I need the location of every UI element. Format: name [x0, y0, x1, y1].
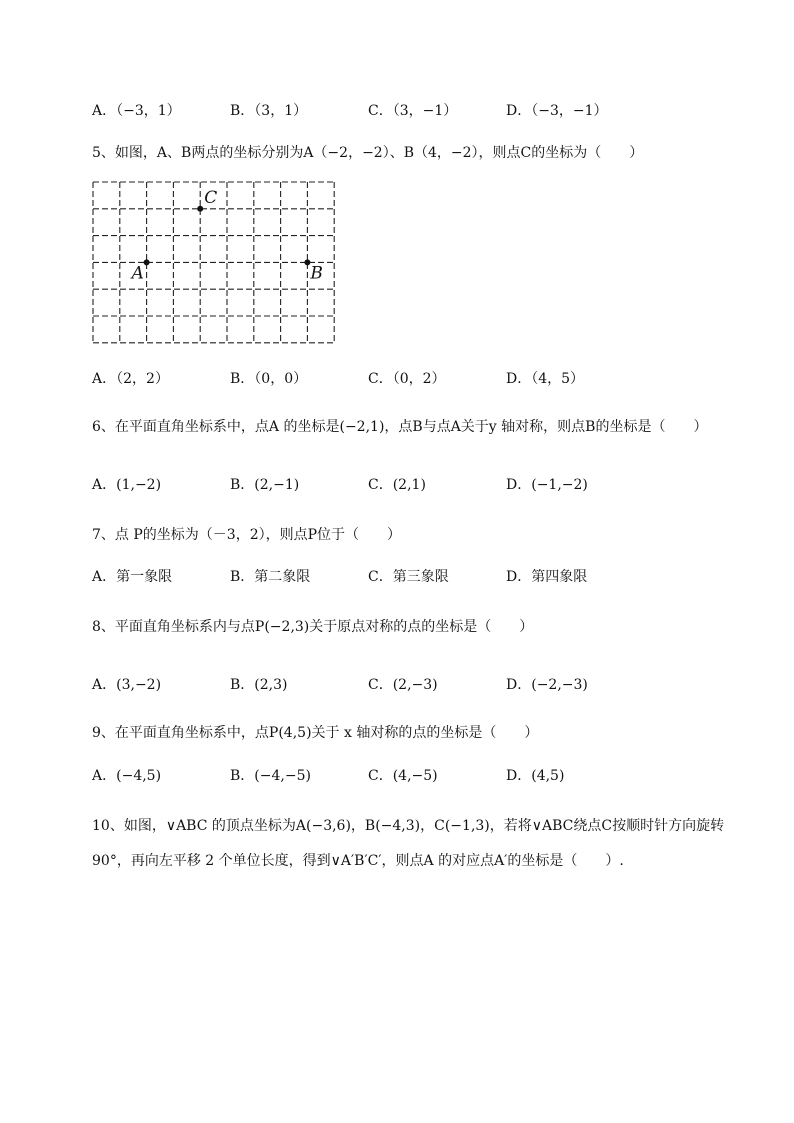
q5-text: 如图，A、B两点的坐标分别为A（−2，−2）、B（4，−2），则点C的坐标为（ ）	[114, 145, 644, 161]
q6-text: 在平面直角坐标系中，点A 的坐标是(−2,1)，点B与点A关于y 轴对称，则点B的坐标是（ ）	[114, 419, 708, 435]
q8-number: 8、	[92, 619, 115, 635]
q7-text: 点 P的坐标为（－3，2），则点P位于（ ）	[114, 527, 402, 543]
q8-text: 平面直角坐标系内与点P(−2,3)关于原点对称的点的坐标是（ ）	[114, 619, 534, 635]
q10-question-line1	[92, 815, 724, 835]
q6-question	[92, 416, 707, 436]
q5-question	[92, 142, 643, 162]
q4-option-c: C．（3，−1）	[368, 103, 458, 119]
q10-number: 10、	[92, 818, 124, 834]
q8-option-c: C．(2,−3)	[368, 677, 438, 693]
q6-option-b: B．(2,−1)	[230, 477, 300, 493]
q6-option-c: C．(2,1)	[368, 477, 426, 493]
q9-text: 在平面直角坐标系中，点P(4,5)关于 x 轴对称的点的坐标是（ ）	[114, 725, 539, 741]
q5-option-b: B．（0，0）	[230, 371, 308, 387]
q4-option-d: D．（−3，−1）	[506, 103, 608, 119]
point-c	[197, 206, 203, 212]
point-label-b: B	[310, 263, 323, 284]
q7-option-c: C．第三象限	[368, 569, 449, 585]
q10-text-line2: 90°，再向左平移 2 个单位长度，得到∨A′B′C′，则点A 的对应点A′的坐标是（ ）.	[92, 853, 624, 869]
q4-option-b: B．（3，1）	[230, 103, 308, 119]
q9-option-d: D．(4,5)	[506, 768, 565, 784]
q5-option-c: C．（0，2）	[368, 371, 446, 387]
q6-option-a: A．(1,−2)	[92, 477, 162, 493]
q10-text-line1: 如图，∨ABC 的顶点坐标为A(−3,6)，B(−4,3)，C(−1,3)，若将∨ABC绕点C按顺时针方向旋转	[123, 818, 725, 834]
q9-number: 9、	[92, 725, 115, 741]
q5-grid-figure	[88, 178, 344, 354]
q9-option-b: B．(−4,−5)	[230, 768, 311, 784]
q5-number: 5、	[92, 145, 115, 161]
q10-question-line2	[92, 850, 624, 870]
q7-question	[92, 524, 401, 544]
q9-option-c: C．(4,−5)	[368, 768, 438, 784]
q6-option-d: D．(−1,−2)	[506, 477, 588, 493]
q9-option-a: A．(−4,5)	[92, 768, 162, 784]
point-a	[144, 259, 150, 265]
q5-option-d: D．（4，5）	[506, 371, 585, 387]
q8-option-b: B．(2,3)	[230, 677, 288, 693]
q7-option-d: D．第四象限	[506, 569, 588, 585]
q7-option-b: B．第二象限	[230, 569, 311, 585]
q7-option-a: A．第一象限	[92, 569, 173, 585]
q4-option-a: A．（−3，1）	[92, 103, 181, 119]
q6-number: 6、	[92, 419, 115, 435]
q8-option-d: D．(−2,−3)	[506, 677, 588, 693]
point-label-c: C	[204, 187, 218, 208]
point-label-a: A	[131, 263, 144, 284]
q8-option-a: A．(3,−2)	[92, 677, 162, 693]
q7-number: 7、	[92, 527, 115, 543]
q5-option-a: A．（2，2）	[92, 371, 169, 387]
q8-question	[92, 616, 533, 636]
q9-question	[92, 722, 538, 742]
